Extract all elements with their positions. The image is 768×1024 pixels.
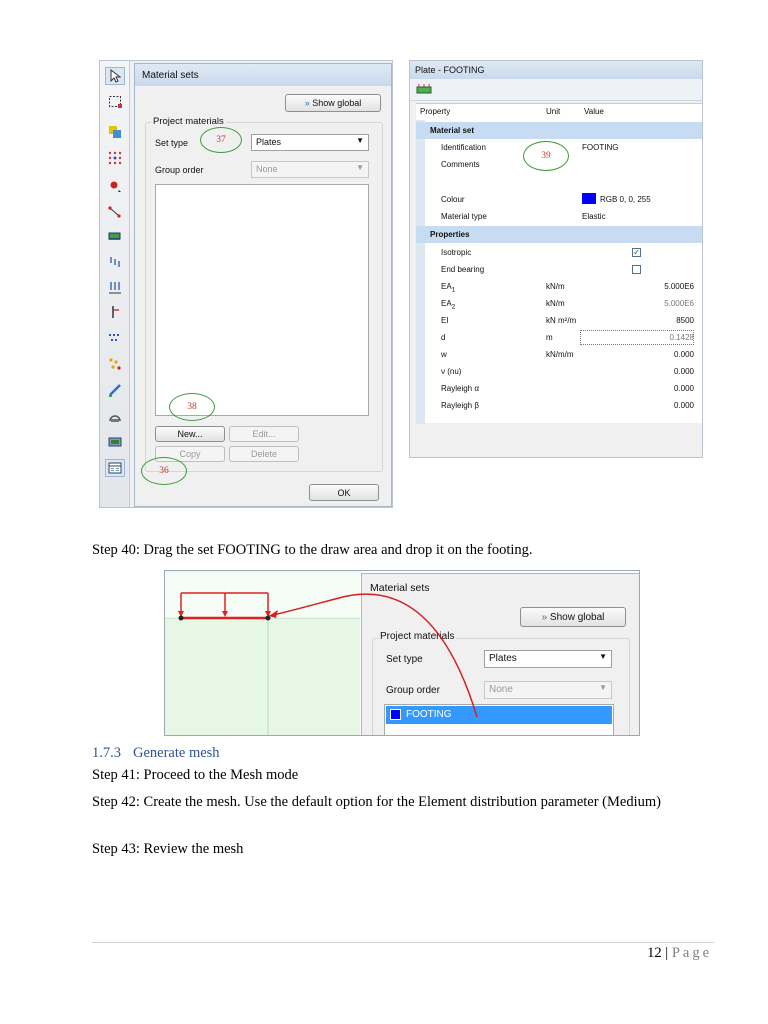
page-word: Page bbox=[671, 945, 712, 961]
row-value: 8500 bbox=[676, 316, 694, 325]
row-ea2[interactable] bbox=[416, 295, 703, 312]
pen-icon[interactable] bbox=[105, 381, 125, 399]
anchor-icon[interactable] bbox=[105, 303, 125, 321]
section-label: Properties bbox=[430, 230, 470, 239]
point-icon[interactable] bbox=[105, 177, 125, 195]
row-value: Elastic bbox=[582, 212, 606, 221]
row-label: End bearing bbox=[441, 265, 485, 274]
footer-divider bbox=[92, 942, 714, 943]
row-nu[interactable] bbox=[416, 363, 703, 380]
colour-swatch[interactable] bbox=[582, 193, 596, 204]
row-label: d bbox=[441, 333, 446, 342]
set-type-label: Set type bbox=[155, 138, 189, 148]
row-label: Comments bbox=[441, 160, 480, 169]
row-ei[interactable] bbox=[416, 312, 703, 329]
header-unit: Unit bbox=[546, 107, 561, 116]
double-chevron-icon: » bbox=[304, 98, 310, 108]
header-value: Value bbox=[584, 107, 604, 116]
star-load-icon[interactable] bbox=[105, 355, 125, 373]
row-rayleigh-beta[interactable] bbox=[416, 397, 703, 414]
row-value: FOOTING bbox=[582, 143, 619, 152]
row-label: Identification bbox=[441, 143, 486, 152]
section-material-set[interactable] bbox=[416, 122, 703, 139]
material-sets-dialog bbox=[134, 63, 392, 507]
list-item-label: FOOTING bbox=[406, 709, 452, 720]
row-unit: kN/m/m bbox=[546, 350, 574, 359]
line-load-icon[interactable] bbox=[105, 279, 125, 297]
dropdown-arrow-icon: ▼ bbox=[599, 683, 607, 692]
material-icon[interactable] bbox=[105, 459, 125, 477]
drain-icon[interactable] bbox=[105, 407, 125, 425]
row-rayleigh-alpha[interactable] bbox=[416, 380, 703, 397]
row-d[interactable] bbox=[416, 329, 703, 346]
row-label: Rayleigh β bbox=[441, 401, 479, 410]
copy-button[interactable]: Copy bbox=[155, 446, 225, 462]
step-41-text: Step 41: Proceed to the Mesh mode bbox=[92, 767, 299, 783]
materials-list[interactable] bbox=[155, 184, 369, 416]
step-40-text: Step 40: Drag the set FOOTING to the draw area and drop it on the footing. bbox=[92, 542, 533, 558]
callout-37: 37 bbox=[200, 127, 242, 153]
row-label: w bbox=[441, 350, 447, 359]
row-unit: kN/m bbox=[546, 299, 565, 308]
plate-toolbar bbox=[410, 79, 702, 101]
row-label: $EA_1$ bbox=[441, 282, 456, 294]
row-colour[interactable] bbox=[416, 191, 703, 208]
row-label: Isotropic bbox=[441, 248, 472, 257]
distributed-load-icon[interactable] bbox=[105, 253, 125, 271]
step-43-text: Step 43: Review the mesh bbox=[92, 841, 244, 857]
row-unit: kN/m bbox=[546, 282, 565, 291]
page-number: 12 bbox=[647, 945, 662, 961]
callout-39: 39 bbox=[523, 141, 569, 171]
callout-38: 38 bbox=[169, 393, 215, 421]
set-type-select[interactable] bbox=[251, 134, 369, 151]
ok-button[interactable]: OK bbox=[309, 484, 379, 501]
row-unit: m bbox=[546, 333, 553, 342]
set-type-value: Plates bbox=[256, 137, 282, 147]
drag-footing-screenshot bbox=[164, 570, 640, 736]
plate-icon[interactable] bbox=[105, 227, 125, 245]
section-properties[interactable] bbox=[416, 226, 703, 243]
double-chevron-icon: » bbox=[541, 612, 548, 623]
row-value: RGB 0, 0, 255 bbox=[600, 195, 651, 204]
row-value: 0.1428 bbox=[669, 333, 694, 342]
dialog-title: Material sets bbox=[135, 64, 391, 86]
row-label: EI bbox=[441, 316, 449, 325]
row-value: 0.000 bbox=[673, 384, 694, 393]
row-value: 0.000 bbox=[673, 401, 694, 410]
grid-points-icon[interactable] bbox=[105, 149, 125, 167]
row-label: ν (nu) bbox=[441, 367, 462, 376]
group-order-label: Group order bbox=[155, 165, 204, 175]
plate-window-title: Plate - FOOTING bbox=[410, 61, 702, 79]
row-value: 5.000E6 bbox=[664, 282, 694, 291]
row-value: 0.000 bbox=[673, 350, 694, 359]
select-rect-icon[interactable] bbox=[105, 93, 125, 111]
section-label: Material set bbox=[430, 126, 475, 135]
isotropic-checkbox[interactable]: ✓ bbox=[633, 248, 640, 257]
row-end-bearing[interactable] bbox=[416, 261, 703, 278]
group-order-value: None bbox=[489, 684, 513, 695]
callout-36: 36 bbox=[141, 457, 187, 485]
step-42-text: Step 42: Create the mesh. Use the default option for the Element distribution parameter (Medium) bbox=[92, 794, 661, 810]
row-isotropic[interactable] bbox=[416, 244, 703, 261]
delete-button[interactable]: Delete bbox=[229, 446, 299, 462]
edit-button[interactable]: Edit... bbox=[229, 426, 299, 442]
row-w[interactable] bbox=[416, 346, 703, 363]
side-toolbar bbox=[100, 61, 130, 508]
group-label: Project materials bbox=[153, 116, 224, 127]
dropdown-arrow-icon: ▼ bbox=[356, 136, 364, 145]
row-label: Rayleigh α bbox=[441, 384, 479, 393]
page-footer bbox=[647, 945, 712, 962]
dropdown-arrow-icon: ▼ bbox=[599, 652, 607, 661]
row-label: $EA_2$ bbox=[441, 299, 456, 311]
section-heading bbox=[92, 745, 220, 762]
show-global-button[interactable] bbox=[285, 94, 381, 112]
row-material-type[interactable] bbox=[416, 208, 703, 225]
cursor-icon[interactable] bbox=[105, 67, 125, 85]
material-sets-screenshot bbox=[99, 60, 393, 508]
section-number: 1.7.3 bbox=[92, 745, 121, 761]
dropdown-arrow-icon: ▼ bbox=[356, 163, 364, 172]
group-order-value: None bbox=[256, 164, 278, 174]
header-property: Property bbox=[420, 107, 451, 116]
footer-separator: | bbox=[665, 945, 669, 961]
tunnel-icon[interactable] bbox=[105, 433, 125, 451]
row-value: 0.000 bbox=[673, 367, 694, 376]
new-button[interactable]: New... bbox=[155, 426, 225, 442]
show-global-label: Show global bbox=[549, 612, 605, 623]
drag-arrow bbox=[165, 571, 640, 736]
move-icon[interactable] bbox=[105, 123, 125, 141]
dialog-title: Material sets bbox=[370, 582, 430, 594]
interface-icon[interactable] bbox=[105, 329, 125, 347]
plate-preview-icon[interactable] bbox=[416, 83, 432, 97]
section-title: Generate mesh bbox=[133, 745, 220, 761]
row-label: Material type bbox=[441, 212, 487, 221]
group-label: Project materials bbox=[380, 631, 455, 642]
row-label: Colour bbox=[441, 195, 465, 204]
end-bearing-checkbox[interactable] bbox=[632, 265, 641, 274]
show-global-label: Show global bbox=[312, 98, 362, 108]
group-order-label: Group order bbox=[386, 685, 440, 696]
set-type-value: Plates bbox=[489, 653, 517, 664]
line-icon[interactable] bbox=[105, 203, 125, 221]
group-order-select[interactable] bbox=[251, 161, 369, 178]
row-unit: kN m²/m bbox=[546, 316, 577, 325]
row-ea1[interactable] bbox=[416, 278, 703, 295]
plate-properties-screenshot bbox=[409, 60, 703, 458]
row-value: 5.000E6 bbox=[664, 299, 694, 308]
set-type-label: Set type bbox=[386, 654, 423, 665]
